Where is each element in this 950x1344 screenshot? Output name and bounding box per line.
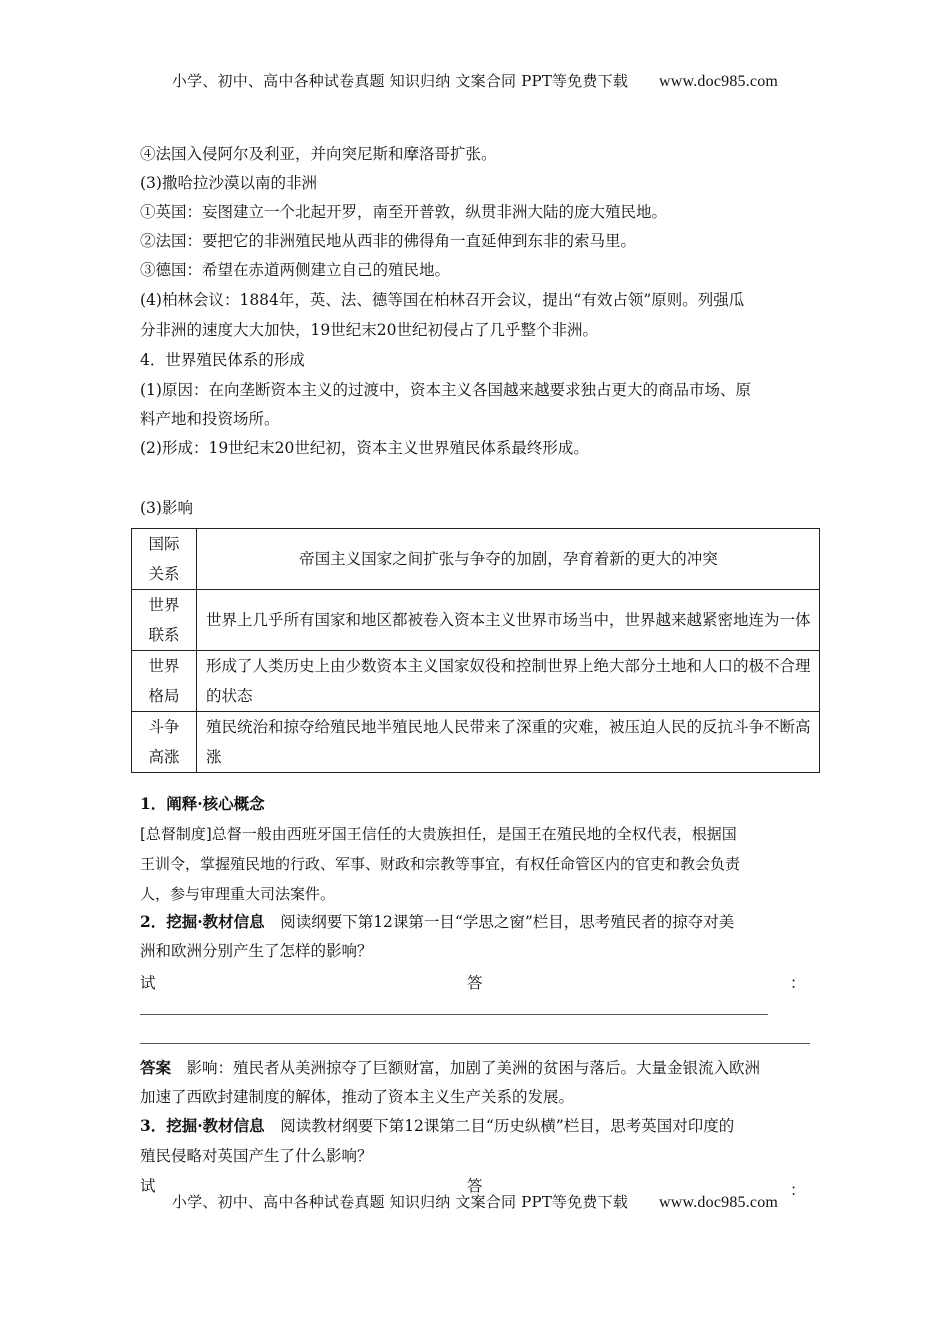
body-line: 料产地和投资场所。 [140, 410, 280, 428]
footer-site: www.doc985.com [659, 1194, 779, 1211]
body-line: (2)形成：19世纪末20世纪初，资本主义世界殖民体系最终形成。 [140, 439, 589, 457]
section2-line: 洲和欧洲分别产生了怎样的影响？ [140, 942, 373, 960]
key-line: 联系 [148, 626, 180, 644]
body-line: (3)撒哈拉沙漠以南的非洲 [140, 174, 317, 192]
table-value-cell: 殖民统治和掠夺给殖民地半殖民地人民带来了深重的灾难，被压迫人民的反抗斗争不断高涨 [197, 712, 820, 773]
section2-text: 阅读纲要下第12课第一目“学思之窗”栏目，思考殖民者的掠夺对美 [264, 913, 735, 931]
body-line: (3)影响 [140, 499, 193, 517]
body-line: ③德国：希望在赤道两侧建立自己的殖民地。 [140, 261, 451, 279]
footer-text: 小学、初中、高中各种试卷真题 知识归纳 文案合同 PPT等免费下载 [171, 1193, 629, 1211]
colon: ： [790, 1181, 806, 1199]
section1-title: 1．阐释·核心概念 [140, 794, 265, 813]
body-line: ④法国入侵阿尔及利亚，并向突尼斯和摩洛哥扩张。 [140, 145, 497, 163]
section2-answer-line: 加速了西欧封建制度的解体，推动了资本主义生产关系的发展。 [140, 1088, 575, 1106]
section2-title: 2．挖掘·教材信息 [140, 912, 265, 931]
header-site: www.doc985.com [659, 73, 779, 90]
body-line: (1)原因：在向垄断资本主义的过渡中，资本主义各国越来越要求独占更大的商品市场、原 [140, 381, 751, 399]
section1-line: 人，参与审理重大司法案件。 [140, 885, 336, 903]
page-header [0, 70, 950, 91]
key-line: 国际 [148, 535, 180, 553]
key-line: 格局 [148, 687, 180, 705]
page-footer [0, 1191, 950, 1212]
table-key-cell [132, 590, 197, 651]
table-value-cell: 帝国主义国家之间扩张与争夺的加剧，孕育着新的更大的冲突 [197, 529, 820, 590]
table-key-cell [132, 712, 197, 773]
header-text: 小学、初中、高中各种试卷真题 知识归纳 文案合同 PPT等免费下载 [171, 72, 629, 90]
answer-text: 影响：殖民者从美洲掠夺了巨额财富，加剧了美洲的贫困与落后。大量金银流入欧洲 [171, 1059, 761, 1077]
answer-char: 答 [467, 974, 483, 992]
table-key-cell [132, 651, 197, 712]
table-key-cell [132, 529, 197, 590]
table-row [132, 651, 820, 712]
key-line: 斗争 [148, 718, 180, 736]
key-line: 世界 [148, 596, 180, 614]
try-label: 试 [140, 974, 156, 992]
colon: ： [790, 974, 806, 992]
answer-blank-line[interactable] [140, 1014, 768, 1015]
section3-title: 3．挖掘·教材信息 [140, 1116, 265, 1135]
table-value-cell: 世界上几乎所有国家和地区都被卷入资本主义世界市场当中，世界越来越紧密地连为一体 [197, 590, 820, 651]
section1-line: [总督制度]总督一般由西班牙国王信任的大贵族担任，是国王在殖民地的全权代表，根据国 [140, 825, 737, 843]
section2-answer [140, 1058, 760, 1078]
table-row [132, 712, 820, 773]
influence-table [131, 528, 820, 773]
answer-blank-line[interactable] [140, 1043, 810, 1044]
try-label: 试 [140, 1177, 156, 1195]
section1-line: 王训令，掌握殖民地的行政、军事、财政和宗教等事宜，有权任命管区内的官吏和教会负责 [140, 855, 741, 873]
key-line: 世界 [148, 657, 180, 675]
body-line: 4．世界殖民体系的形成 [140, 351, 305, 369]
body-line: 分非洲的速度大大加快，19世纪末20世纪初侵占了几乎整个非洲。 [140, 321, 598, 339]
body-line: ②法国：要把它的非洲殖民地从西非的佛得角一直延伸到东非的索马里。 [140, 232, 637, 250]
key-line: 高涨 [148, 748, 180, 766]
table-row [132, 590, 820, 651]
answer-label: 答案 [140, 1058, 172, 1077]
section3-text: 阅读教材纲要下第12课第二目“历史纵横”栏目，思考英国对印度的 [264, 1117, 735, 1135]
table-value-cell: 形成了人类历史上由少数资本主义国家奴役和控制世界上绝大部分土地和人口的极不合理的状态 [197, 651, 820, 712]
section2-question [140, 912, 734, 932]
table-row [132, 529, 820, 590]
key-line: 关系 [148, 565, 180, 583]
section3-question [140, 1116, 734, 1136]
section3-line: 殖民侵略对英国产生了什么影响？ [140, 1147, 373, 1165]
answer-char: 答 [467, 1177, 483, 1195]
body-line: ①英国：妄图建立一个北起开罗，南至开普敦，纵贯非洲大陆的庞大殖民地。 [140, 203, 668, 221]
body-line: (4)柏林会议：1884年，英、法、德等国在柏林召开会议，提出“有效占领”原则。列强瓜 [140, 291, 745, 309]
